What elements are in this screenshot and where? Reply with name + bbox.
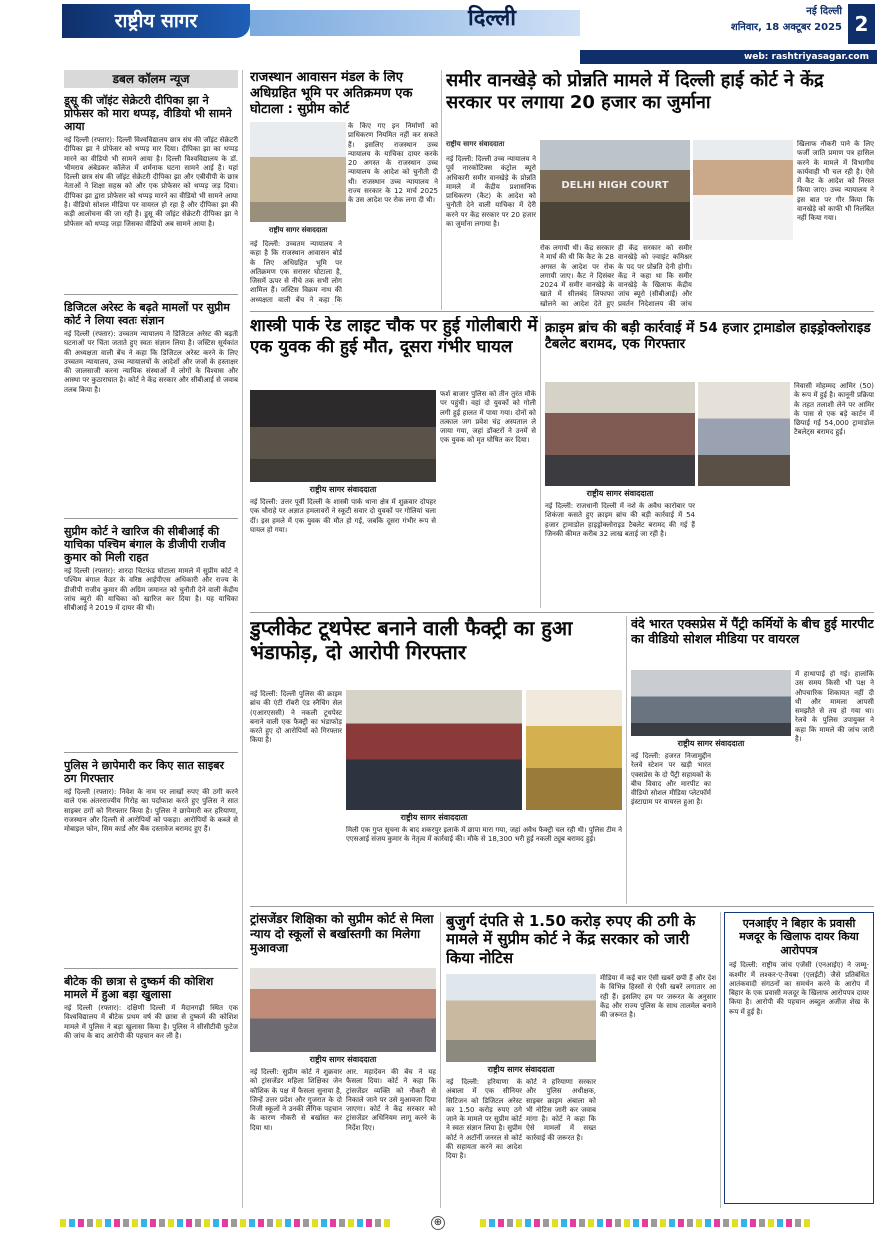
elderly-body-1: नई दिल्ली: हरियाणा के अंबाला में एक सीनियर सिटिजन को डिजिटल अरेस्ट कर 1.50 करोड़ रुपए ठगे जाने के मामले पर सुप्रीम कोर्ट ने स्वतः संज्ञान लिया है। सुप्रीम कोर्ट ने अटॉर्नी जनरल से कोर्ट की सहायता करने का आदेश दिया है। xyxy=(446,1078,522,1161)
crime-branch-headline: क्राइम ब्रांच की बड़ी कार्रवाई में 54 हजार ट्रामाडोल हाइड्रोक्लोराइड टैबलेट बरामद, एक गिरफ्तार xyxy=(545,320,871,353)
left-item xyxy=(64,759,238,968)
shastri-body-1: नई दिल्ली: उत्तर पूर्वी दिल्ली के शास्त्री पार्क थाना क्षेत्र में शुक्रवार दोपहर एक चौराहे पर अज्ञात हमलावरों ने स्कूटी सवार दो युवकों पर गोलियां चला दीं। इस हमले में एक युवक की मौत हो गई, जबकि दूसरा गंभीर रूप से घायल हो गया। xyxy=(250,498,436,534)
shastri-park-headline: शास्त्री पार्क रेड लाइट चौक पर हुई गोलीबारी में एक युवक की हुई मौत, दूसरा गंभीर घायल xyxy=(250,316,538,357)
divider xyxy=(250,311,874,312)
left-item-body: नई दिल्ली (रफ्तार): दक्षिणी दिल्ली में मैदानगढ़ी स्थित एक विश्वविद्यालय में बीटेक प्रथम वर्ष की छात्रा से दुष्कर्म की कोशिश मामले में पुलिस ने बड़ा खुलासा किया है। पुलिस ने सीसीटीवी फुटेज की जांच के बाद आरोपी की पहचान कर ली है। xyxy=(64,1004,238,1040)
byline: राष्ट्रीय सागर संवाददाता xyxy=(446,140,505,148)
page-number: 2 xyxy=(848,4,875,44)
column-rule xyxy=(242,70,243,1208)
seized-tablets-photo xyxy=(698,382,790,486)
wankhede-body-4: खिलाफ नौकरी पाने के लिए फर्जी जाति प्रमाण पत्र हासिल करने के मामले में विभागीय कार्यवाही भी चल रही है। ऐसे में कैट के आदेश को निरस्त किया जाए। उच्च न्यायालय ने इस बात पर गौर किया कि वानखेड़े को काफी भी निलंबित नहीं किया गया। xyxy=(797,140,874,223)
photo-credit: राष्ट्रीय सागर संवाददाता xyxy=(487,1065,555,1074)
toothpaste-body-2: मिली एक गुप्त सूचना के बाद शकरपुर इलाके में छापा मारा गया, जहां अवैध फैक्ट्री चल रही थी। पुलिस टीम ने एएसआई संजय कुमार के नेतृत्व में कार्रवाई की। मौके से 18,300 भरी हुई नकली ट्यूब बरामद हुई। xyxy=(346,826,622,844)
nia-body: नई दिल्ली: राष्ट्रीय जांच एजेंसी (एनआईए) ने जम्मू-कश्मीर में लश्कर-ए-तैयबा (एलईटी) जैसे प्रतिबंधित आतंकवादी संगठनों का समर्थन करने के आरोप में बिहार के एक प्रवासी मजदूर के खिलाफ आरोपपत्र दायर किया है। आरोपी की पहचान अब्दुल अजीज शेख के रूप में हुई है। xyxy=(729,961,869,1016)
photo-credit: राष्ट्रीय सागर संवाददाता xyxy=(309,1055,377,1064)
left-item xyxy=(64,301,238,518)
double-column-news xyxy=(64,92,238,1204)
column-rule xyxy=(441,70,442,310)
crime-scene-photo xyxy=(250,390,436,482)
masthead-left-margin xyxy=(2,0,60,66)
newspaper-logo: राष्ट्रीय सागर xyxy=(62,4,250,38)
color-registration-strip xyxy=(60,1219,390,1227)
wankhede-body-3: ही केंद्र सरकार को समीर वानखेड़े को ज्वाइंट कमिश्नर के पद पर प्रोन्नति देनी होगी। केंद्र ने कहा था कि समीर वानखेड़े के खिलाफ केंद्रीय जांच ब्यूरो (सीबीआई) और प्रवर्तन निदेशालय की जांच xyxy=(618,244,692,308)
wankhede-body-2: रोक लगायी थी। केंद्र सरकार ने मार्च की थी कि कैट के 28 अगस्त के आदेश पर रोक लगायी जाए। कैट ने दिसंबर 2024 में समीर वानखेड़े के खाते में सीलबंद लिफाफा खोलने का आदेश देते हुए xyxy=(540,244,614,308)
vande-bharat-headline: वंदे भारत एक्सप्रेस में पैंट्री कर्मियों के बीच हुई मारपीट का वीडियो सोशल मीडिया पर वायरल xyxy=(631,616,874,647)
photo-credit: राष्ट्रीय सागर संवाददाता xyxy=(400,813,468,822)
rajasthan-headline: राजस्थान आवासन मंडल के लिए अधिग्रहित भूमि पर अतिक्रमण एक घोटाला : सुप्रीम कोर्ट xyxy=(250,70,413,117)
left-item-headline: बीटेक की छात्रा से दुष्कर्म की कोशिश मामले में हुआ बड़ा खुलासा xyxy=(64,975,214,1001)
divider xyxy=(64,294,238,295)
transgender-body-1: नई दिल्ली: सुप्रीम कोर्ट ने शुक्रवार को ट्रांसजेंडर महिला शिक्षिका जेन कौशिक के पक्ष में फैसला सुनाया है, जिन्हें उत्तर प्रदेश और गुजरात के दो निजी स्कूलों ने उनकी लैंगिक पहचान के कारण नौकरी से बर्खास्त कर दिया था। xyxy=(250,1068,342,1132)
issue-date: शनिवार, 18 अक्टूबर 2025 xyxy=(730,22,842,33)
column-rule xyxy=(626,616,627,904)
photo-credit: राष्ट्रीय सागर संवाददाता xyxy=(677,739,745,748)
court-sign: DELHI HIGH COURT xyxy=(561,180,669,191)
registration-mark-icon: ⊕ xyxy=(431,1216,445,1230)
elderly-fraud-headline: बुजुर्ग दंपति से 1.50 करोड़ रुपए की ठगी के मामले में सुप्रीम कोर्ट ने केंद्र सरकार को जारी किया नोटिस xyxy=(446,912,696,967)
rajasthan-body-2: के किए गए इन निर्माणों को प्राधिकरण नियमित नहीं कर सकते हैं। इसलिए राजस्थान उच्च न्यायालय के याचिका दायर करके 20 अगस्त के राजस्थान उच्च न्यायालय के आदेश को चुनौती दी थी। राजस्थान उच्च न्यायालय ने राज्य सरकार के 12 मार्च 2025 के उस आदेश पर रोक लगा दी थी। xyxy=(348,122,438,205)
wankhede-headline: समीर वानखेड़े को प्रोन्नति मामले में दिल्ली हाई कोर्ट ने केंद्र सरकार पर लगाया 20 हजार का जुर्माना xyxy=(446,70,824,113)
train-pantry-photo xyxy=(631,670,791,736)
column-rule xyxy=(720,912,721,1208)
photo-credit: राष्ट्रीय सागर संवाददाता xyxy=(309,485,377,494)
toothpaste-body-1: नई दिल्ली: दिल्ली पुलिस की क्राइम ब्रांच की एंटी रॉबरी एंड स्नैचिंग सेल (एआरएससी) ने नकली टूथपेस्ट बनाने वाली एक फैक्ट्री का भंडाफोड़ करते हुए दो आरोपियों को गिरफ्तार किया है। xyxy=(250,690,342,745)
left-item-body: नई दिल्ली (रफ्तार): दिल्ली विश्वविद्यालय छात्र संघ की जॉइंट सेक्रेटरी दीपिका झा ने प्रोफेसर को थप्पड़ मार दिया। दीपिका झा का थप्पड़ मारने का वीडियो भी सामने आया है। दिल्ली विश्वविद्यालय के डॉ. भीमराव अंबेडकर कॉलेज में शर्मनाक घटना सामने आई है। यहां दिल्ली छात्र संघ की जॉइंट सेक्रेटरी दीपिका झा और एबीवीपी के छात्र नेताओं ने शिक्षा सहस्र को और एक प्रोफेसर को थप्पड़ जड़ दिया। दीपिका झा द्वारा प्रोफेसर को थप्पड़ मारने का वीडियो भी सामने आया है। वीडियो सोशल मीडिया पर वायरल हो रहा है और दीपिका झा की कड़ी आलोचना की जा रही है। डूसू की जॉइंट सेक्रेटरी दीपिका झा ने प्रोफेसर को थप्पड़ जड़ा जिसका वीडियो अब सामने आया है। xyxy=(64,136,238,228)
website-url: web: rashtriyasagar.com xyxy=(580,50,877,64)
left-item-body: नई दिल्ली (रफ्तार): उच्चतम न्यायालय ने डिजिटल अरेस्ट की बढ़ती घटनाओं पर चिंता जताते हुए स्वतः संज्ञान लिया है। जस्टिस सूर्यकांत की अध्यक्षता वाली बेंच ने कहा कि डिजिटल अरेस्ट करने के लिए उच्चतम न्यायालय, उच्च न्यायालयों के आदेशों और जजों के हस्ताक्षर की जालसाजी करना न्यायिक संस्थाओं में लोगों के विश्वास और आस्था पर कुठाराघात है। कोर्ट ने केंद्र सरकार और सीबीआई से जवाब तलब किया है। xyxy=(64,330,238,394)
column-rule xyxy=(440,912,441,1208)
divider xyxy=(64,518,238,519)
transgender-headline: ट्रांसजेंडर शिक्षिका को सुप्रीम कोर्ट से मिला न्याय दो स्कूलों से बर्खास्तगी का मिलेगा मुआवजा xyxy=(250,912,434,956)
photo-credit: राष्ट्रीय सागर संवाददाता xyxy=(586,489,654,498)
vande-body-2: में हाथापाई हो गई। हालांकि उस समय किसी भी पक्ष ने औपचारिक शिकायत नहीं दी थी और मामला आपसी समझौते से तय हो गया था। रेलवे के पुलिस उपायुक्त ने कहा कि मामले की जांच जारी है। xyxy=(795,670,874,744)
wankhede-body-1: नई दिल्ली: दिल्ली उच्च न्यायालय ने पूर्व नारकोटिक्स कंट्रोल ब्यूरो अधिकारी समीर वानखेड़े के प्रोन्नति मामले में केंद्रीय प्रशासनिक प्राधिकरण (कैट) के आदेश को चुनौती देने वाली याचिका में देरी करने पर केंद्र सरकार पर 20 हजार का जुर्माना लगाया है। xyxy=(446,155,536,229)
toothpaste-headline: डुप्लीकेट टूथपेस्ट बनाने वाली फैक्ट्री का हुआ भंडाफोड़, दो आरोपी गिरफ्तार xyxy=(250,616,573,665)
left-item xyxy=(64,975,238,1114)
transgender-body-2: आर. महादेवन की बेंच ने यह फैसला दिया। कोर्ट ने कहा कि ट्रांसजेंडर व्यक्ति को नौकरी से निकाले जाने पर उसे मुआवजा दिया जाएगा। कोर्ट ने केंद्र सरकार को ट्रांसजेंडर अधिनियम लागू करने के निर्देश दिए। xyxy=(346,1068,436,1132)
column-rule xyxy=(540,316,541,608)
photo-credit: राष्ट्रीय सागर संवाददाता xyxy=(268,226,328,234)
elderly-body-3: मीडिया में कई बार ऐसी खबरें छपी हैं और देश के विभिन्न हिस्सों से ऐसी खबरें लगातार आ रही हैं। इसलिए हम पर जरूरत के अनुसार केंद्र और राज्य पुलिस के साथ तालमेल बनाने की जरूरत है। xyxy=(600,974,716,1020)
elderly-body-2: कोर्ट ने हरियाणा सरकार और पुलिस अधीक्षक, साइबर क्राइम अंबाला को भी नोटिस जारी कर जवाब मांगा है। कोर्ट ने कहा कि ऐसे मामलों में सख्त कार्रवाई की जरूरत है। xyxy=(526,1078,596,1142)
left-item-headline: सुप्रीम कोर्ट ने खारिज की सीबीआई की याचिका पश्चिम बंगाल के डीजीपी राजीव कुमार को मिली राहत xyxy=(64,525,226,564)
crime-body-2: निवासी मोहम्मद आमिर (50) के रूप में हुई है। कानूनी प्रक्रिया के तहत तलाशी लेने पर आमिर के पास से एक बड़े कार्टन में छिपाई गई 54,000 ट्रामाडोल टैबलेट्स बरामद हुई। xyxy=(794,382,874,437)
edition-label: नई दिल्ली xyxy=(806,6,842,17)
divider xyxy=(250,612,874,613)
divider xyxy=(64,968,238,969)
edition-info xyxy=(580,4,848,44)
color-registration-strip xyxy=(480,1219,810,1227)
left-item xyxy=(64,525,238,752)
supreme-court-photo xyxy=(250,122,346,222)
toothpaste-accused-photo xyxy=(346,690,522,810)
delhi-high-court-photo xyxy=(540,140,690,240)
vande-body-1: नई दिल्ली: हजरत निजामुद्दीन रेलवे स्टेशन पर खड़ी भारत एक्सप्रेस के दो पैंट्री सहायकों के बीच विवाद और मारपीट का वीडियो सोशल मीडिया प्लेटफॉर्म इंस्टाग्राम पर वायरल हुआ है। xyxy=(631,752,711,807)
nia-headline: एनआईए ने बिहार के प्रवासी मजदूर के खिलाफ दायर किया आरोपपत्र xyxy=(739,917,859,957)
divider xyxy=(250,906,874,907)
sameer-wankhede-photo xyxy=(693,140,793,240)
crime-body-1: नई दिल्ली: राजधानी दिल्ली में नशे के अवैध कारोबार पर शिकंजा कसते हुए क्राइम ब्रांच की बड़ी कार्रवाई में 54 हजार ट्रामाडोल हाइड्रोक्लोराइड टैबलेट बरामद की गई हैं जिनकी कीमत करीब 32 लाख बताई जा रही है। xyxy=(545,502,695,538)
crime-branch-team-photo xyxy=(545,382,695,486)
city-title: दिल्ली xyxy=(468,6,516,31)
rajasthan-body-1: नई दिल्ली: उच्चतम न्यायालय ने कहा है कि राजस्थान आवासन बोर्ड के लिए अधिग्रहित भूमि पर अतिक्रमण एक सरासर घोटाला है, जिसमें ऊपर से नीचे तक सभी लोग शामिल हैं। जस्टिस विक्रम नाथ की अध्यक्षता वाली बेंच ने कहा कि xyxy=(250,240,342,304)
left-item xyxy=(64,94,238,294)
divider xyxy=(64,752,238,753)
transgender-teacher-photo xyxy=(250,968,436,1052)
left-item-headline: पुलिस ने छापेमारी कर किए सात साइबर ठग गिरफ्तार xyxy=(64,759,225,785)
toothpaste-products-photo xyxy=(526,690,622,810)
shastri-body-2: फर्श बाजार पुलिस को तीन तुरंत मौके पर पहुंची। वहां दो युवकों को गोली लगी हुई हालत में पाया गया। दोनों को तत्काल जग प्रवेश चंद्र अस्पताल ले जाया गया, जहां डॉक्टरों ने उनमें से एक युवक को मृत घोषित कर दिया। xyxy=(440,390,536,445)
left-item-body: नई दिल्ली (रफ्तार): निवेश के नाम पर लाखों रुपए की ठगी करने वाले एक अंतरराज्यीय गिरोह का पर्दाफाश करते हुए पुलिस ने सात साइबर ठगों को गिरफ्तार किया है। पुलिस ने छापेमारी कर हरियाणा, राजस्थान और दिल्ली से आरोपियों को पकड़ा। आरोपियों के कब्जे से मोबाइल फोन, सिम कार्ड और बैंक दस्तावेज बरामद हुए हैं। xyxy=(64,788,238,834)
section-title: डबल कॉलम न्यूज xyxy=(64,70,238,88)
left-item-headline: डूसू की जॉइंट सेक्रेटरी दीपिका झा ने प्रोफेसर को मारा थप्पड़, वीडियो भी सामने आया xyxy=(64,94,232,133)
nia-news-box xyxy=(724,912,874,1204)
left-item-body: नई दिल्ली (रफ्तार): शारदा चिटफंड घोटाला मामले में सुप्रीम कोर्ट ने पश्चिम बंगाल कैडर के वरिष्ठ आईपीएस अधिकारी और राज्य के डीजीपी राजीव कुमार की अग्रिम जमानत को चुनौती देने वाली केंद्रीय जांच ब्यूरो की याचिका को खारिज कर दिया है। यह याचिका सीबीआई ने 2019 में दायर की थी। xyxy=(64,567,238,613)
supreme-court-building-photo xyxy=(446,974,596,1062)
left-item-headline: डिजिटल अरेस्ट के बढ़ते मामलों पर सुप्रीम कोर्ट ने लिया स्वतः संज्ञान xyxy=(64,301,230,327)
